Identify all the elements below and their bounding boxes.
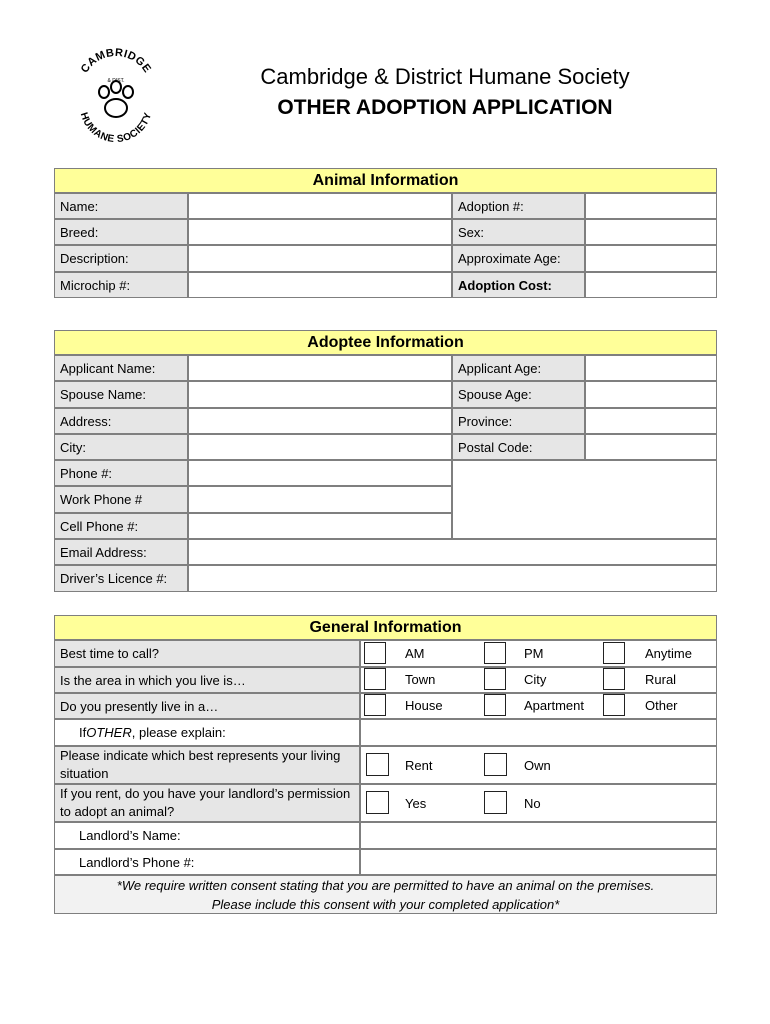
animal-name-input[interactable] bbox=[188, 193, 452, 219]
work-phone-label: Work Phone # bbox=[54, 486, 188, 513]
cell-phone-label: Cell Phone #: bbox=[54, 513, 188, 539]
approximate-age-label: Approximate Age: bbox=[452, 245, 585, 272]
consent-note-line-2: Please include this consent with your completed application* bbox=[211, 896, 560, 912]
applicant-name-input[interactable] bbox=[188, 355, 452, 381]
apartment-checkbox[interactable] bbox=[484, 694, 506, 716]
yes-checkbox[interactable] bbox=[366, 791, 389, 814]
city-checkbox[interactable] bbox=[484, 668, 506, 690]
other-checkbox[interactable] bbox=[603, 694, 625, 716]
general-info-heading: General Information bbox=[54, 615, 717, 640]
landlord-phone-label: Landlord’s Phone #: bbox=[54, 849, 360, 875]
no-checkbox[interactable] bbox=[484, 791, 507, 814]
postal-code-label: Postal Code: bbox=[452, 434, 585, 460]
own-checkbox[interactable] bbox=[484, 753, 507, 776]
other-explain-label: If OTHER , please explain: bbox=[54, 719, 360, 746]
phone-input[interactable] bbox=[188, 460, 452, 486]
postal-code-input[interactable] bbox=[585, 434, 717, 460]
landlord-permission-label: If you rent, do you have your landlord’s permission to adopt an animal? bbox=[54, 784, 360, 822]
rural-option-label: Rural bbox=[645, 672, 677, 687]
anytime-option-label: Anytime bbox=[645, 646, 692, 661]
own-option-label: Own bbox=[524, 758, 551, 773]
paw-print-icon bbox=[68, 48, 163, 148]
apartment-option-label: Apartment bbox=[524, 698, 584, 713]
pm-checkbox[interactable] bbox=[484, 642, 506, 664]
society-logo bbox=[68, 48, 163, 148]
adoption-cost-input[interactable] bbox=[585, 272, 717, 298]
town-option-label: Town bbox=[405, 672, 436, 687]
svg-text:CAMBRIDGE: CAMBRIDGE bbox=[78, 48, 154, 76]
living-situation-label: Please indicate which best represents your living situation bbox=[54, 746, 360, 784]
work-phone-input[interactable] bbox=[188, 486, 452, 513]
organization-name: Cambridge & District Humane Society bbox=[260, 64, 630, 89]
form-title: OTHER ADOPTION APPLICATION bbox=[277, 96, 613, 119]
spouse-name-input[interactable] bbox=[188, 381, 452, 408]
svg-text:& DIST.: & DIST. bbox=[107, 78, 125, 84]
province-input[interactable] bbox=[585, 408, 717, 434]
other-option-label: Other bbox=[645, 698, 678, 713]
breed-input[interactable] bbox=[188, 219, 452, 245]
email-input[interactable] bbox=[188, 539, 717, 565]
rent-option-label: Rent bbox=[405, 758, 433, 773]
microchip-input[interactable] bbox=[188, 272, 452, 298]
house-checkbox[interactable] bbox=[364, 694, 386, 716]
yes-option-label: Yes bbox=[405, 796, 427, 811]
adoption-number-input[interactable] bbox=[585, 193, 717, 219]
spouse-age-label: Spouse Age: bbox=[452, 381, 585, 408]
address-input[interactable] bbox=[188, 408, 452, 434]
no-option-label: No bbox=[524, 796, 541, 811]
am-option-label: AM bbox=[405, 646, 425, 661]
adoption-number-label: Adoption #: bbox=[452, 193, 585, 219]
consent-note bbox=[54, 875, 717, 914]
email-label: Email Address: bbox=[54, 539, 188, 565]
am-checkbox[interactable] bbox=[364, 642, 386, 664]
animal-info-heading: Animal Information bbox=[54, 168, 717, 193]
cell-phone-input[interactable] bbox=[188, 513, 452, 539]
phone-label: Phone #: bbox=[54, 460, 188, 486]
rent-checkbox[interactable] bbox=[366, 753, 389, 776]
description-label: Description: bbox=[54, 245, 188, 272]
anytime-checkbox[interactable] bbox=[603, 642, 625, 664]
live-in-label: Do you presently live in a… bbox=[54, 693, 360, 719]
province-label: Province: bbox=[452, 408, 585, 434]
landlord-phone-input[interactable] bbox=[360, 849, 717, 875]
approximate-age-input[interactable] bbox=[585, 245, 717, 272]
address-label: Address: bbox=[54, 408, 188, 434]
spouse-name-label: Spouse Name: bbox=[54, 381, 188, 408]
area-label: Is the area in which you live is… bbox=[54, 667, 360, 693]
drivers-licence-label: Driver’s Licence #: bbox=[54, 565, 188, 592]
consent-note-line-1: *We require written consent stating that you are permitted to have an animal on the premises. bbox=[116, 877, 655, 893]
sex-label: Sex: bbox=[452, 219, 585, 245]
other-explain-input[interactable] bbox=[360, 719, 717, 746]
house-option-label: House bbox=[405, 698, 443, 713]
description-input[interactable] bbox=[188, 245, 452, 272]
breed-label: Breed: bbox=[54, 219, 188, 245]
applicant-age-label: Applicant Age: bbox=[452, 355, 585, 381]
town-checkbox[interactable] bbox=[364, 668, 386, 690]
landlord-name-label: Landlord’s Name: bbox=[54, 822, 360, 849]
city-option-label: City bbox=[524, 672, 547, 687]
drivers-licence-input[interactable] bbox=[188, 565, 717, 592]
city-input[interactable] bbox=[188, 434, 452, 460]
rural-checkbox[interactable] bbox=[603, 668, 625, 690]
best-time-label: Best time to call? bbox=[54, 640, 360, 667]
city-label: City: bbox=[54, 434, 188, 460]
landlord-name-input[interactable] bbox=[360, 822, 717, 849]
svg-text:HUMANE SOCIETY: HUMANE SOCIETY bbox=[77, 111, 155, 146]
blank-block bbox=[452, 460, 717, 539]
pm-option-label: PM bbox=[524, 646, 544, 661]
microchip-label: Microchip #: bbox=[54, 272, 188, 298]
animal-name-label: Name: bbox=[54, 193, 188, 219]
adoptee-info-heading: Adoptee Information bbox=[54, 330, 717, 355]
adoption-cost-label: Adoption Cost: bbox=[452, 272, 585, 298]
applicant-age-input[interactable] bbox=[585, 355, 717, 381]
spouse-age-input[interactable] bbox=[585, 381, 717, 408]
sex-input[interactable] bbox=[585, 219, 717, 245]
applicant-name-label: Applicant Name: bbox=[54, 355, 188, 381]
